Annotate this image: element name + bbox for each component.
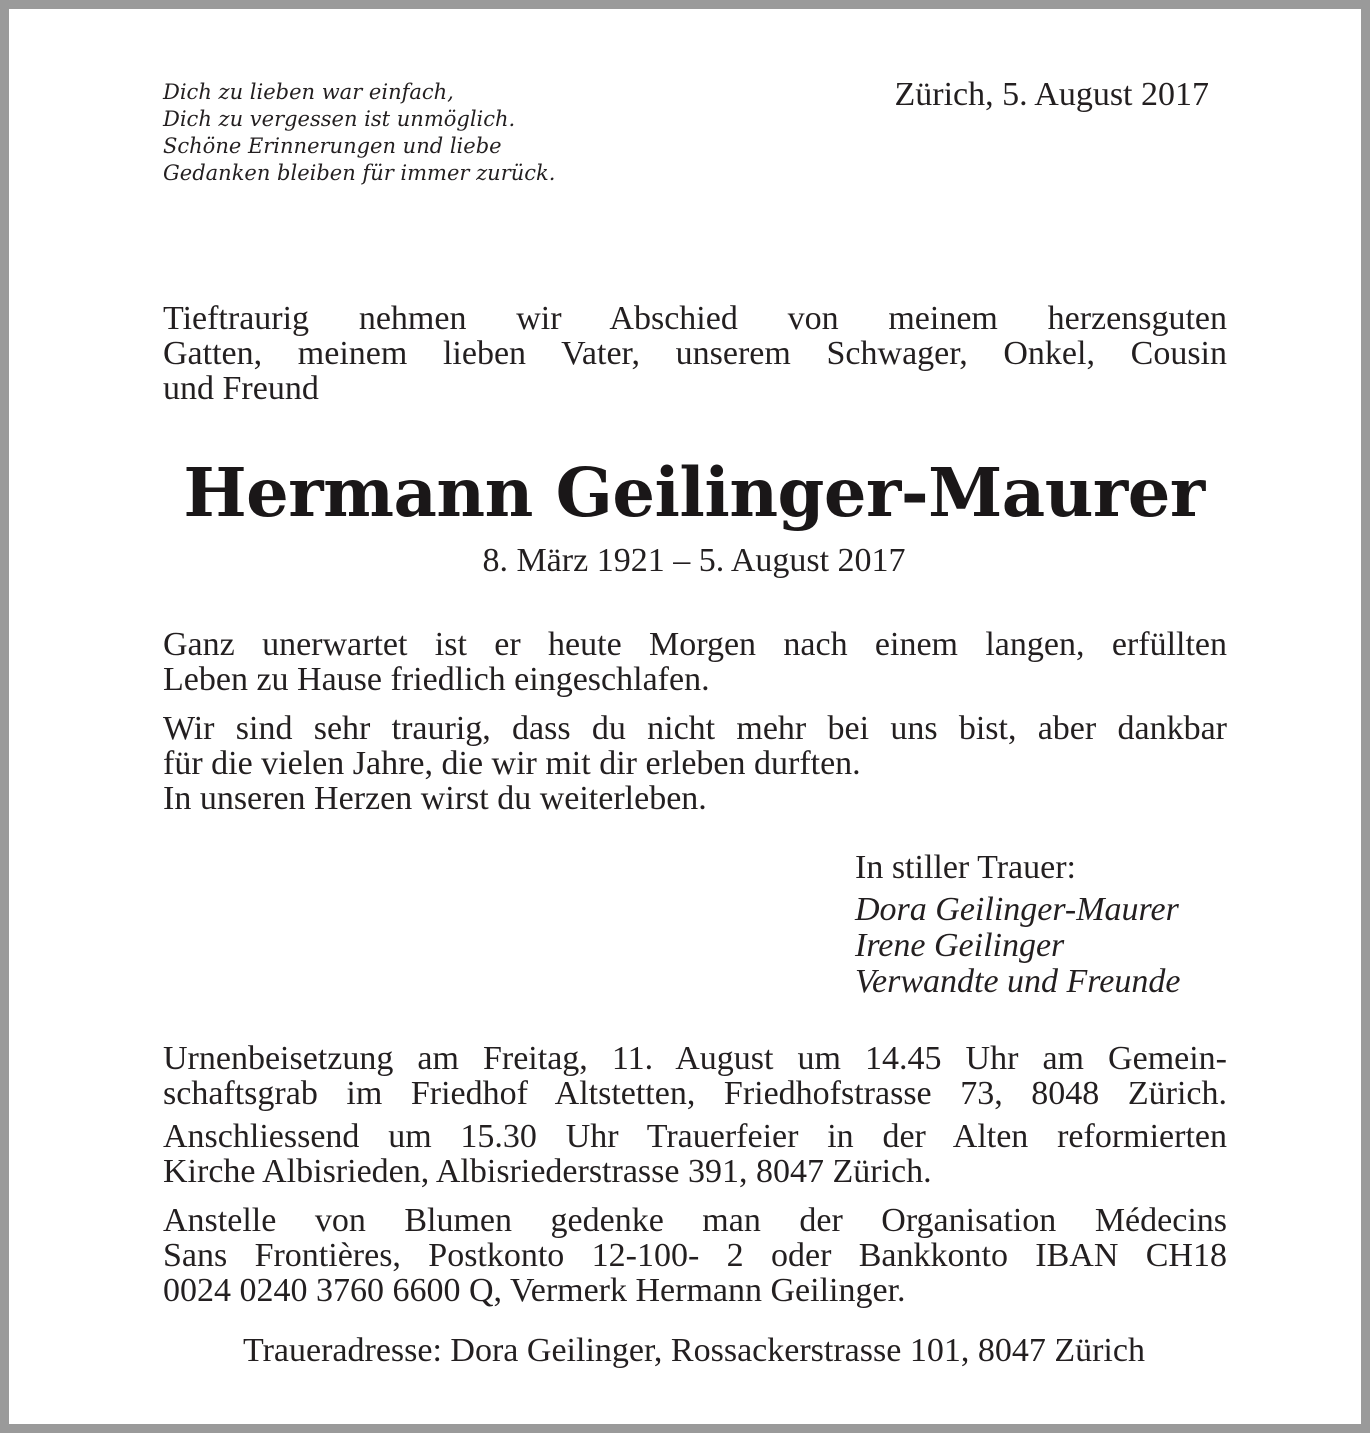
poem-line: Dich zu vergessen ist unmöglich.	[163, 107, 516, 131]
intro-line: Gatten, meinem lieben Vater, unserem Schwager, Onkel, Cousin	[163, 335, 1227, 372]
donation-line: Anstelle von Blumen gedenke man der Organisation Médecins	[163, 1202, 1227, 1239]
message-line: In unseren Herzen wirst du weiterleben.	[163, 780, 707, 817]
poem-line: Schöne Erinnerungen und liebe	[163, 134, 502, 158]
mourners-heading: In stiller Trauer:	[855, 849, 1076, 886]
memorial-poem	[163, 79, 555, 187]
service-line: Kirche Albisrieden, Albisriederstrasse 391, 8047 Zürich.	[163, 1153, 932, 1190]
poem-line: Dich zu lieben war einfach,	[163, 80, 454, 104]
donation-line: 0024 0240 3760 6600 Q, Vermerk Hermann Geilinger.	[163, 1272, 906, 1309]
life-dates: 8. März 1921 – 5. August 2017	[482, 542, 906, 579]
place-and-date: Zürich, 5. August 2017	[894, 76, 1209, 113]
mourning-address: Traueradresse: Dora Geilinger, Rossackerstrasse 101, 8047 Zürich	[243, 1332, 1145, 1369]
intro-line: Tieftraurig nehmen wir Abschied von meinem herzensguten	[163, 300, 1227, 337]
message-line: Ganz unerwartet ist er heute Morgen nach einem langen, erfüllten	[163, 626, 1227, 663]
mourner-name: Verwandte und Freunde	[855, 963, 1181, 1000]
intro-line: und Freund	[163, 370, 319, 407]
intro-paragraph	[163, 301, 1227, 406]
service-line: Anschliessend um 15.30 Uhr Trauerfeier in der Alten reformierten	[163, 1118, 1227, 1155]
mourners-list	[855, 850, 1180, 1000]
message-paragraph-1	[163, 627, 1227, 697]
mourner-name: Dora Geilinger-Maurer	[855, 891, 1179, 928]
burial-details	[163, 1041, 1227, 1111]
mourner-name: Irene Geilinger	[855, 927, 1065, 964]
message-line: Wir sind sehr traurig, dass du nicht mehr bei uns bist, aber dankbar	[163, 710, 1227, 747]
burial-line: schaftsgrab im Friedhof Altstetten, Friedhofstrasse 73, 8048 Zürich.	[163, 1075, 1227, 1112]
poem-line: Gedanken bleiben für immer zurück.	[163, 161, 556, 185]
message-line: Leben zu Hause friedlich eingeschlafen.	[163, 661, 710, 698]
burial-line: Urnenbeisetzung am Freitag, 11. August um 14.45 Uhr am Gemein-	[163, 1040, 1227, 1077]
message-line: für die vielen Jahre, die wir mit dir erleben durften.	[163, 745, 861, 782]
service-details	[163, 1119, 1227, 1189]
message-paragraph-2	[163, 711, 1227, 816]
donation-details	[163, 1203, 1227, 1308]
deceased-name: Hermann Geilinger-Maurer	[183, 453, 1205, 532]
donation-line: Sans Frontières, Postkonto 12-100- 2 oder Bankkonto IBAN CH18	[163, 1237, 1227, 1274]
